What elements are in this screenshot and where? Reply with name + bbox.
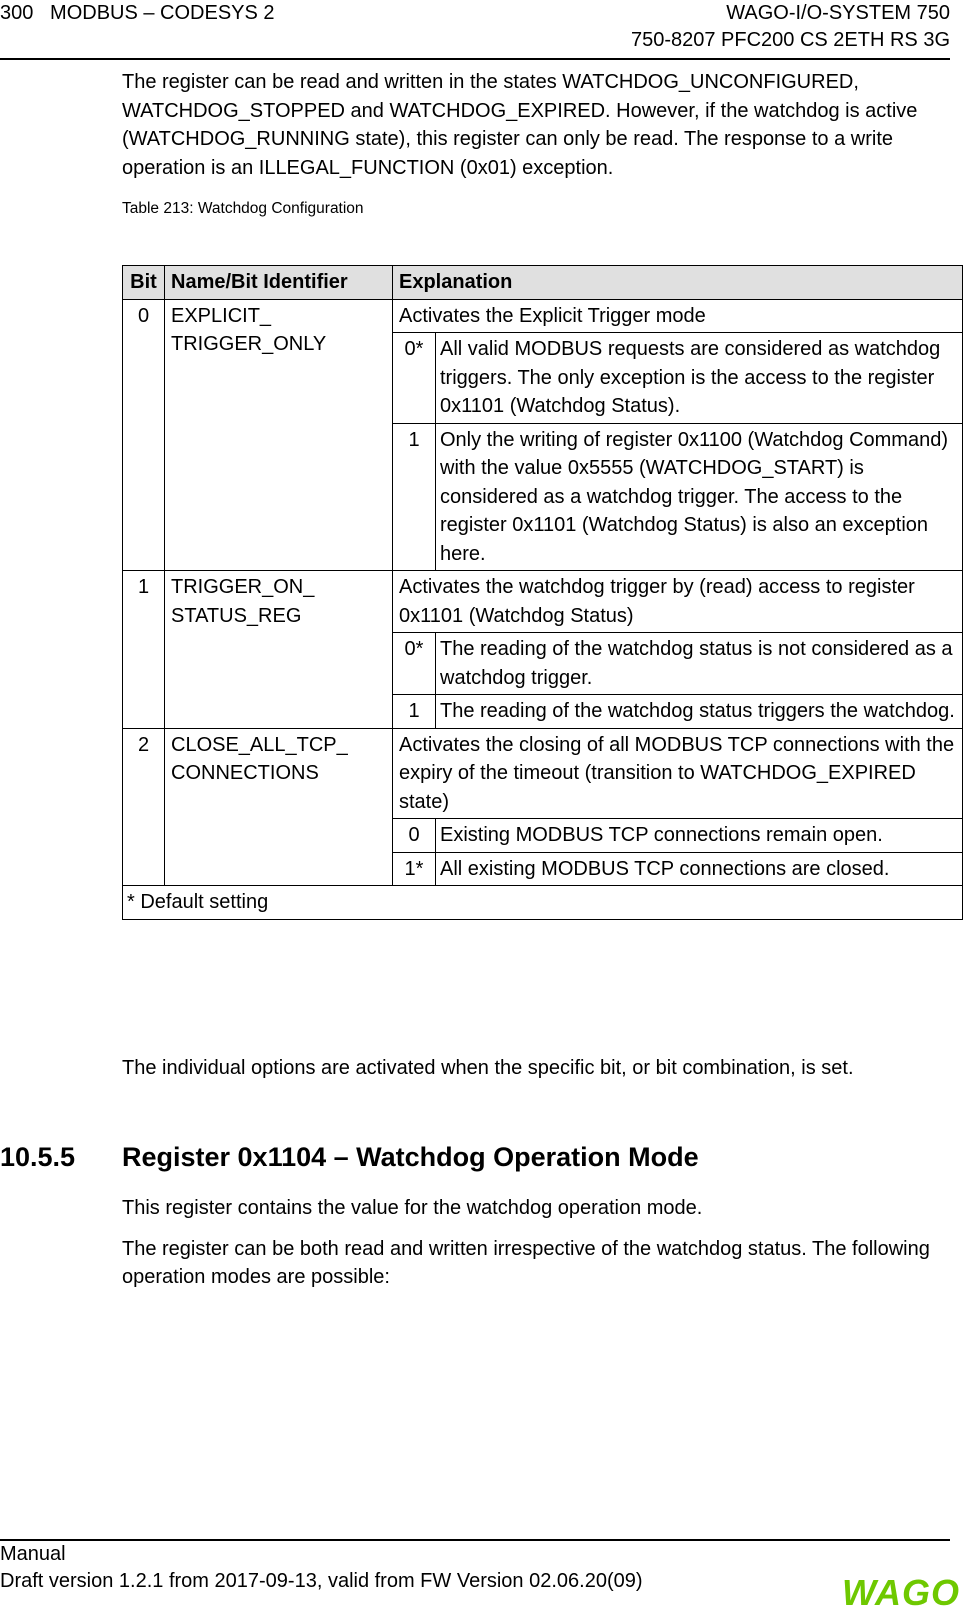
row-description: Activates the watchdog trigger by (read) access to register 0x1101 (Watchdog Status) <box>393 571 963 633</box>
page-header <box>0 0 950 60</box>
option-value: 0 <box>393 819 436 853</box>
option-value: 1 <box>393 423 436 571</box>
table-header-row <box>123 266 963 300</box>
option-value: 0* <box>393 633 436 695</box>
table-row <box>123 571 963 633</box>
row-name: CLOSE_ALL_TCP_ CONNECTIONS <box>165 728 393 886</box>
section-title: Register 0x1104 – Watchdog Operation Mode <box>122 1142 699 1172</box>
watchdog-config-table <box>122 265 963 920</box>
table-footnote-row <box>123 886 963 920</box>
after-table-block <box>122 1054 950 1083</box>
option-text: The reading of the watchdog status is not considered as a watchdog trigger. <box>436 633 963 695</box>
header-product <box>631 0 950 54</box>
section-body <box>122 1194 950 1304</box>
page-footer <box>0 1539 950 1595</box>
intro-paragraph: The register can be read and written in the states WATCHDOG_UNCONFIGURED, WATCHDOG_STOPPED and WATCHDOG_EXPIRED. However, if the watchdog is active (WATCHDOG_RUNNING state), this register can only be read. The response to a write operation is an ILLEGAL_FUNCTION (0x01) exception. <box>122 71 918 179</box>
row-bit: 2 <box>123 728 165 886</box>
table-footnote: * Default setting <box>123 886 963 920</box>
option-text: Existing MODBUS TCP connections remain open. <box>436 819 963 853</box>
section-paragraph-1: This register contains the value for the watchdog operation mode. <box>122 1197 703 1219</box>
header-product-line1: WAGO-I/O-SYSTEM 750 <box>726 2 950 24</box>
header-page-section: 300 MODBUS – CODESYS 2 <box>0 2 275 24</box>
row-description: Activates the closing of all MODBUS TCP connections with the expiry of the timeout (transition to WATCHDOG_EXPIRED state) <box>393 728 963 819</box>
table-row <box>123 299 963 333</box>
section-paragraph-2: The register can be both read and written irrespective of the watchdog status. The following operation modes are possible: <box>122 1237 930 1288</box>
header-explanation: Explanation <box>393 266 963 300</box>
section-heading <box>0 1140 950 1174</box>
option-text: All existing MODBUS TCP connections are closed. <box>436 852 963 886</box>
option-value: 0* <box>393 333 436 424</box>
section-number: 10.5.5 <box>0 1142 76 1172</box>
intro-block <box>122 68 950 220</box>
option-value: 1* <box>393 852 436 886</box>
row-bit: 1 <box>123 571 165 729</box>
wago-logo-text: WAGO <box>842 1576 960 1610</box>
option-value: 1 <box>393 695 436 729</box>
wago-logo <box>839 1576 963 1610</box>
option-text: All valid MODBUS requests are considered as watchdog triggers. The only exception is the access to the register 0x1101 (Watchdog Status). <box>436 333 963 424</box>
row-description: Activates the Explicit Trigger mode <box>393 299 963 333</box>
row-name: TRIGGER_ON_ STATUS_REG <box>165 571 393 729</box>
footer-manual: Manual <box>0 1543 66 1565</box>
table-caption: Table 213: Watchdog Configuration <box>122 200 364 217</box>
table-row <box>123 728 963 819</box>
option-text: The reading of the watchdog status triggers the watchdog. <box>436 695 963 729</box>
after-table-paragraph: The individual options are activated when the specific bit, or bit combination, is set. <box>122 1057 854 1079</box>
header-bit: Bit <box>123 266 165 300</box>
header-product-line2: 750-8207 PFC200 CS 2ETH RS 3G <box>630 29 950 51</box>
footer-version: Draft version 1.2.1 from 2017-09-13, valid from FW Version 02.06.20(09) <box>0 1570 643 1592</box>
header-name: Name/Bit Identifier <box>165 266 393 300</box>
row-name: EXPLICIT_ TRIGGER_ONLY <box>165 299 393 571</box>
option-text: Only the writing of register 0x1100 (Watchdog Command) with the value 0x5555 (WATCHDOG_START) is considered as a watchdog trigger. The access to the register 0x1101 (Watchdog Status) is also an exception here. <box>436 423 963 571</box>
row-bit: 0 <box>123 299 165 571</box>
